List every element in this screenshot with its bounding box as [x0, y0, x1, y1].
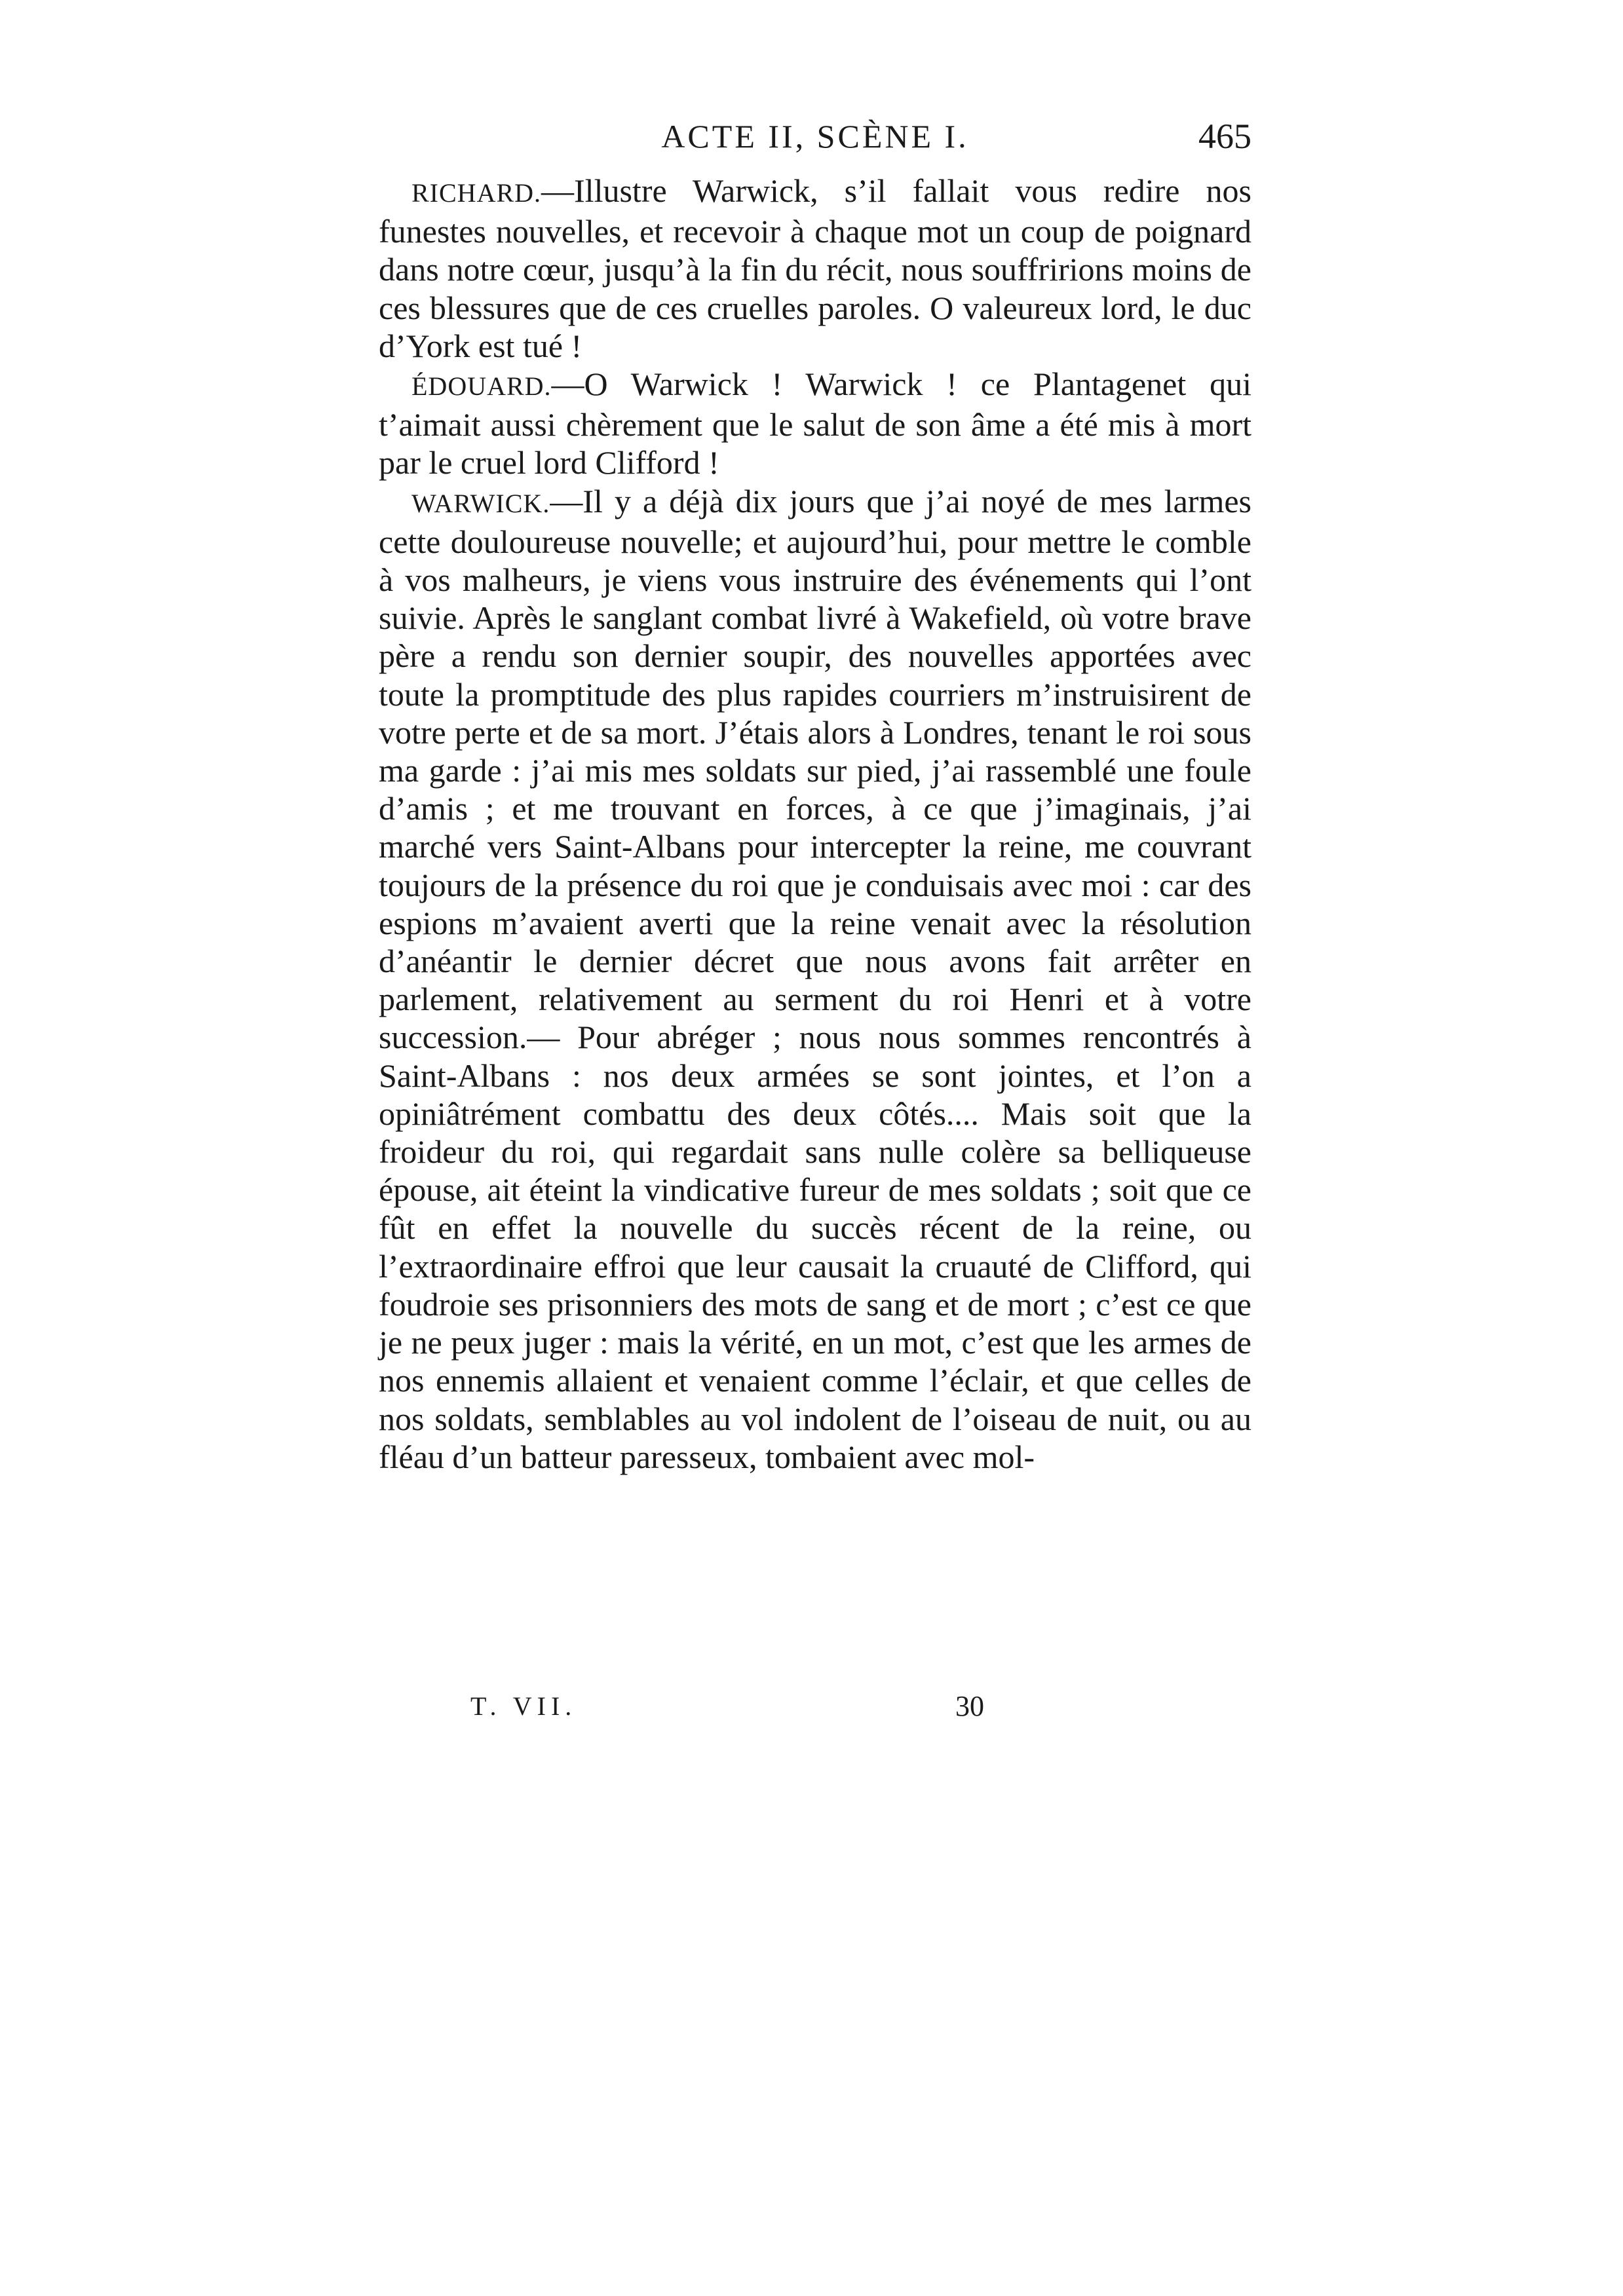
speaker-name: ÉDOUARD.	[411, 371, 552, 402]
speech-warwick	[379, 482, 1251, 1476]
speech-text: —Illustre Warwick, s’il fallait vous redire nos funestes nouvelles, et recevoir à chaque mot un coup de poignard dans notre cœur, jusqu’à la fin du récit, nous souffririons moins de ces blessures que de ces cruelles paroles. O valeureux lord, le duc d’York est tué !	[379, 172, 1251, 364]
page-footer	[379, 1684, 1251, 1729]
sheet-signature: 30	[955, 1690, 984, 1722]
speaker-name: RICHARD.	[411, 178, 542, 208]
speaker-name: WARWICK.	[411, 488, 550, 518]
running-title: ACTE II, SCÈNE I.	[661, 118, 969, 155]
running-head	[379, 110, 1251, 162]
volume-signature: T. VII.	[470, 1691, 577, 1721]
speech-richard	[379, 172, 1251, 365]
body-text	[379, 172, 1251, 1476]
page-number: 465	[1198, 117, 1251, 156]
speech-edouard	[379, 365, 1251, 482]
speech-text: —O Warwick ! Warwick ! ce Plantagenet qui t’aimait aussi chèrement que le salut de son âme a été mis à mort par le cruel lord Clifford !	[379, 366, 1251, 481]
speech-text: —Il y a déjà dix jours que j’ai noyé de mes larmes cette douloureuse nouvelle; et aujourd’hui, pour mettre le comble à vos malheurs, je viens vous instruire des événements qui l’ont suivie. Après le sanglant combat livré à Wakefield, où votre brave père a rendu son dernier soupir, des nouvelles apportées avec toute la promptitude des plus rapides courriers m’instruisirent de votre perte et de sa mort. J’étais alors à Londres, tenant le roi sous ma garde : j’ai mis mes soldats sur pied, j’ai rassemblé une foule d’amis ; et me trouvant en forces, à ce que j’imaginais, j’ai marché vers Saint-Albans pour intercepter la reine, me couvrant toujours de la présence du roi que je conduisais avec moi : car des espions m’avaient averti que la reine venait avec la résolution d’anéantir le dernier décret que nous avons fait arrêter en parlement, relativement au serment du roi Henri et à votre succession.— Pour abréger ; nous nous sommes rencontrés à Saint-Albans : nos deux armées se sont jointes, et l’on a opiniâtrément combattu des deux côtés.... Mais soit que la froideur du roi, qui regardait sans nulle colère sa belliqueuse épouse, ait éteint la vindicative fureur de mes soldats ; soit que ce fût en effet la nouvelle du succès récent de la reine, ou l’extraordinaire effroi que leur causait la cruauté de Clifford, qui foudroie ses prisonniers des mots de sang et de mort ; c’est ce que je ne peux juger : mais la vérité, en un mot, c’est que les armes de nos ennemis allaient et venaient comme l’éclair, et que celles de nos soldats, semblables au vol indolent de l’oiseau de nuit, ou au fléau d’un batteur paresseux, tombaient avec mol-	[379, 482, 1251, 1475]
